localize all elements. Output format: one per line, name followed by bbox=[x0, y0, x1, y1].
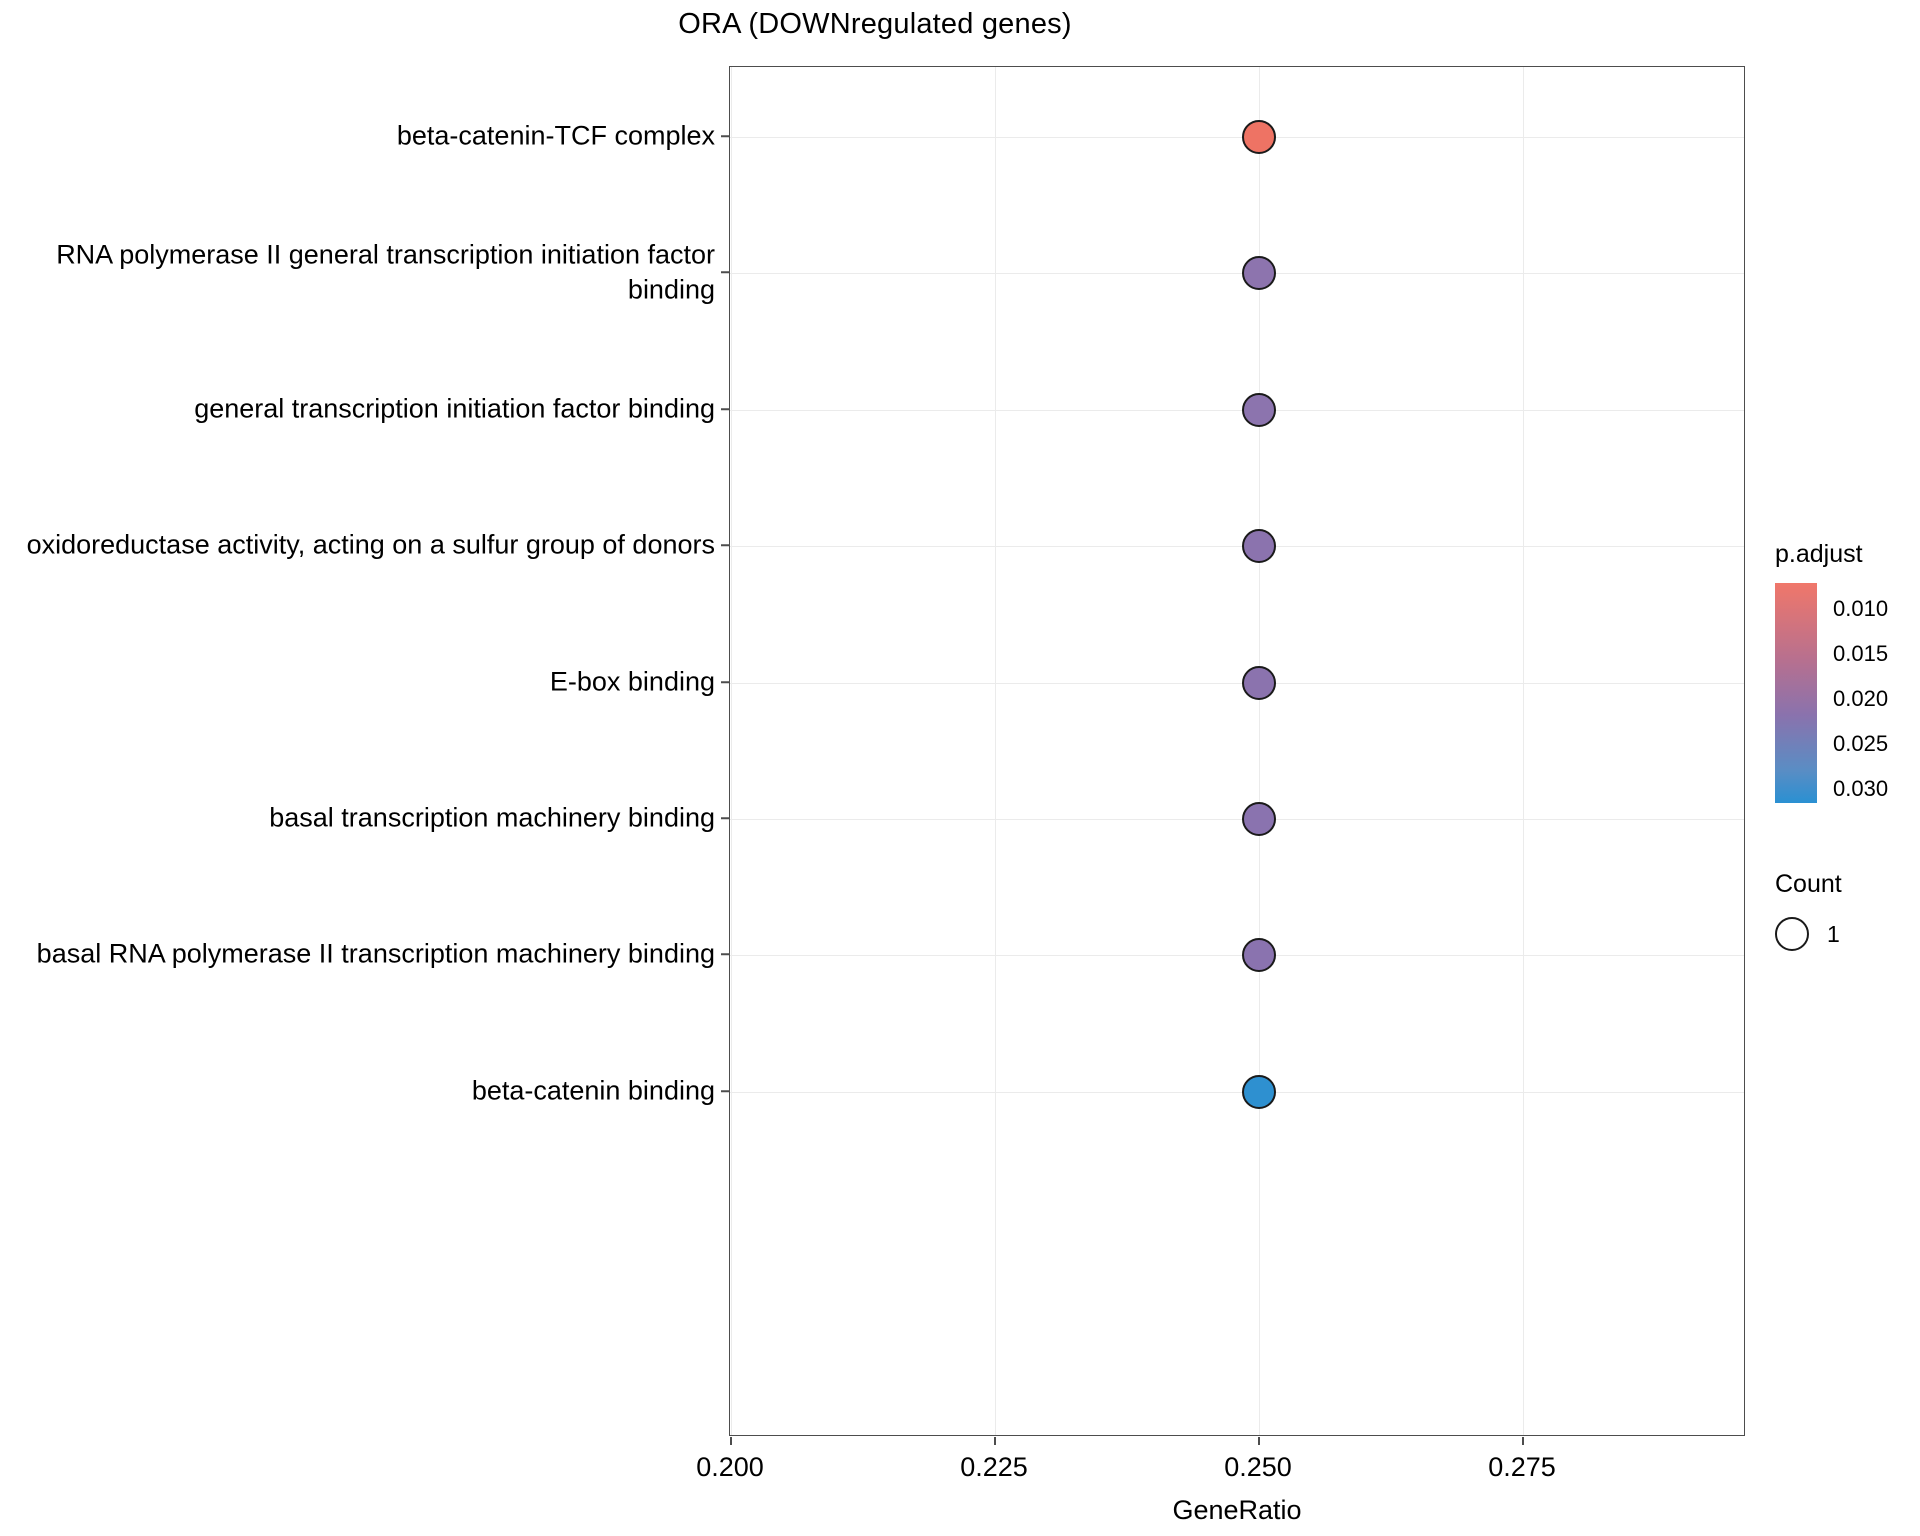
legend-count-label: 1 bbox=[1827, 920, 1840, 947]
gridline-y-3 bbox=[730, 410, 1744, 411]
data-point[interactable] bbox=[1242, 1075, 1276, 1109]
y-tick-mark bbox=[721, 1090, 729, 1092]
x-axis-tick-label: 0.250 bbox=[1224, 1452, 1292, 1482]
gridline-y-6 bbox=[730, 819, 1744, 820]
data-point[interactable] bbox=[1242, 666, 1276, 700]
legend-title-count: Count bbox=[1775, 870, 1842, 898]
legend-count-row bbox=[1775, 917, 1920, 951]
y-tick-mark bbox=[721, 953, 729, 955]
colorbar-tick bbox=[1817, 654, 1825, 656]
colorbar-tick-label: 0.030 bbox=[1833, 776, 1889, 801]
x-axis-tick-label: 0.225 bbox=[960, 1452, 1028, 1482]
colorbar-wrapper bbox=[1775, 583, 1895, 803]
y-tick-mark bbox=[721, 271, 729, 273]
x-axis-title: GeneRatio bbox=[1172, 1495, 1302, 1525]
gridline-y-7 bbox=[730, 955, 1744, 956]
y-axis-label: general transcription initiation factor binding bbox=[194, 393, 715, 424]
legend-padjust bbox=[1775, 540, 1920, 803]
data-point[interactable] bbox=[1242, 256, 1276, 290]
y-tick-mark bbox=[721, 681, 729, 683]
x-tick-mark bbox=[1258, 1437, 1260, 1445]
colorbar-tick bbox=[1817, 699, 1825, 701]
data-point[interactable] bbox=[1242, 120, 1276, 154]
legend-count bbox=[1775, 870, 1920, 951]
y-axis-label: basal RNA polymerase II transcription machinery binding bbox=[36, 938, 715, 969]
x-axis-tick-label: 0.200 bbox=[696, 1452, 764, 1482]
y-tick-mark bbox=[721, 135, 729, 137]
gridline-y-4 bbox=[730, 546, 1744, 547]
colorbar-tick-label: 0.010 bbox=[1833, 596, 1889, 621]
data-point[interactable] bbox=[1242, 529, 1276, 563]
gridline-y-5 bbox=[730, 683, 1744, 684]
colorbar-tick-label: 0.015 bbox=[1833, 641, 1889, 666]
colorbar-tick bbox=[1817, 609, 1825, 611]
colorbar-tick bbox=[1817, 744, 1825, 746]
y-tick-mark bbox=[721, 544, 729, 546]
plot-panel bbox=[729, 66, 1745, 1436]
x-tick-mark bbox=[730, 1437, 732, 1445]
y-axis-label: RNA polymerase II general transcription initiation factor binding bbox=[56, 239, 715, 304]
y-axis-label: beta-catenin binding bbox=[471, 1075, 715, 1106]
data-point[interactable] bbox=[1242, 938, 1276, 972]
y-axis-label: oxidoreductase activity, acting on a sulfur group of donors bbox=[26, 529, 715, 560]
gridline-y-2 bbox=[730, 273, 1744, 274]
colorbar-gradient bbox=[1775, 583, 1817, 803]
gridline-y-1 bbox=[730, 137, 1744, 138]
x-tick-mark bbox=[994, 1437, 996, 1445]
gridline-y-8 bbox=[730, 1092, 1744, 1093]
y-axis-label: beta-catenin-TCF complex bbox=[396, 120, 715, 151]
colorbar-tick bbox=[1817, 789, 1825, 791]
legend-count-marker bbox=[1775, 917, 1809, 951]
x-axis-tick-label: 0.275 bbox=[1488, 1452, 1556, 1482]
y-tick-mark bbox=[721, 817, 729, 819]
y-axis-label: basal transcription machinery binding bbox=[269, 802, 715, 833]
data-point[interactable] bbox=[1242, 393, 1276, 427]
page-title: ORA (DOWNregulated genes) bbox=[678, 8, 1072, 40]
x-tick-mark bbox=[1522, 1437, 1524, 1445]
colorbar-tick-label: 0.025 bbox=[1833, 731, 1889, 756]
y-tick-mark bbox=[721, 408, 729, 410]
data-point[interactable] bbox=[1242, 802, 1276, 836]
legend-title-padjust: p.adjust bbox=[1775, 540, 1863, 568]
colorbar-tick-label: 0.020 bbox=[1833, 686, 1889, 711]
y-axis-label: E-box binding bbox=[549, 666, 715, 697]
